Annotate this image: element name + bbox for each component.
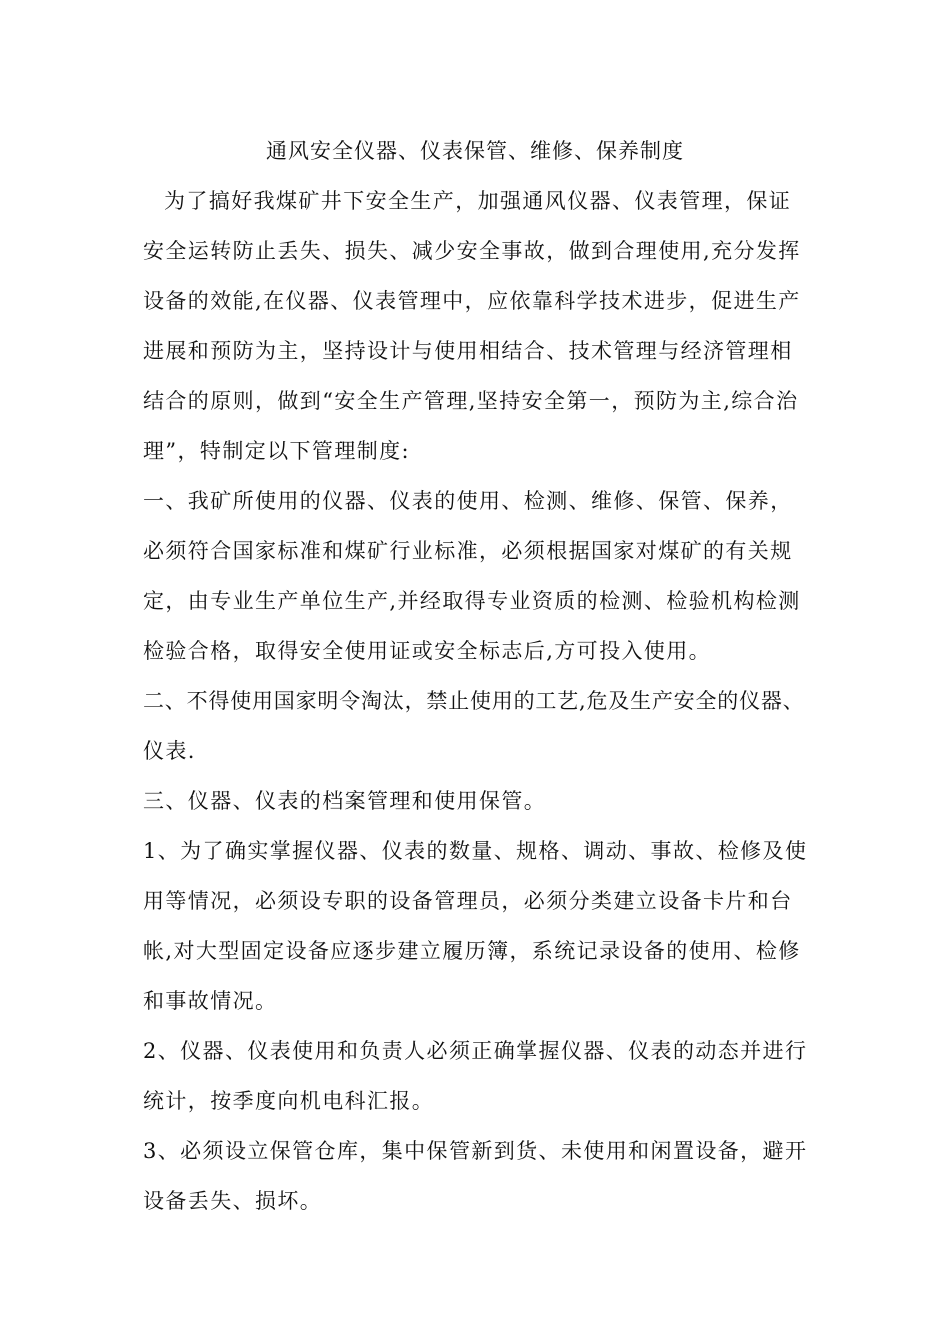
paragraph-line: 安全运转防止丢失、损失、减少安全事故，做到合理使用,充分发挥 [143,239,801,263]
paragraph-line: 三、仪器、仪表的档案管理和使用保管。 [143,789,547,813]
paragraph-line: 统计，按季度向机电科汇报。 [143,1089,435,1113]
paragraph-line: 和事故情况。 [143,989,278,1013]
paragraph-line: 为了搞好我煤矿井下安全生产，加强通风仪器、仪表管理，保证 [164,189,792,213]
paragraph-line: 理”，特制定以下管理制度: [143,439,411,463]
paragraph-line: 设备丢失、损坏。 [143,1189,323,1213]
document-title: 通风安全仪器、仪表保管、维修、保养制度 [266,139,684,163]
paragraph-line: 进展和预防为主，坚持设计与使用相结合、技术管理与经济管理相 [143,339,793,363]
paragraph-line: 必须符合国家标准和煤矿行业标准，必须根据国家对煤矿的有关规 [143,539,793,563]
paragraph-line: 帐,对大型固定设备应逐步建立履历簿，系统记录设备的使用、检修 [143,939,801,963]
paragraph-line: 结合的原则，做到“安全生产管理,坚持安全第一，预防为主,综合治 [143,389,799,413]
paragraph-line: 3、必须设立保管仓库，集中保管新到货、未使用和闲置设备，避开 [143,1139,808,1163]
paragraph-line: 1、为了确实掌握仪器、仪表的数量、规格、调动、事故、检修及使 [143,839,808,863]
paragraph-line: 仪表. [143,739,196,763]
paragraph-line: 二、不得使用国家明令淘汰，禁止使用的工艺,危及生产安全的仪器、 [143,689,805,713]
paragraph-line: 2、仪器、仪表使用和负责人必须正确掌握仪器、仪表的动态并进行 [143,1039,808,1063]
paragraph-line: 设备的效能,在仪器、仪表管理中，应依靠科学技术进步，促进生产 [143,289,801,313]
paragraph-line: 检验合格，取得安全使用证或安全标志后,方可投入使用。 [143,639,712,663]
paragraph-line: 定，由专业生产单位生产,并经取得专业资质的检测、检验机构检测 [143,589,801,613]
paragraph-line: 用等情况，必须设专职的设备管理员，必须分类建立设备卡片和台 [143,889,793,913]
paragraph-line: 一、我矿所使用的仪器、仪表的使用、检测、维修、保管、保养， [143,489,793,513]
